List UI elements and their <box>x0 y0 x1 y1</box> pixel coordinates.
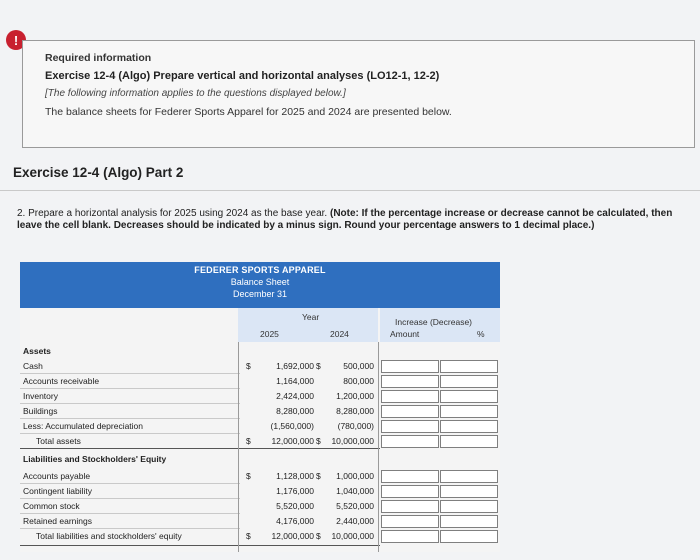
row-label: Cash <box>23 361 43 371</box>
row-divider <box>20 373 240 374</box>
row-divider <box>20 483 240 484</box>
liabilities-header: Liabilities and Stockholders' Equity <box>23 454 167 464</box>
row-label: Buildings <box>23 406 58 416</box>
value-2025: 2,424,000 <box>276 391 314 401</box>
value-2024: 10,000,000 <box>331 531 374 541</box>
col-2024-header: 2024 <box>330 329 349 339</box>
value-2025: 4,176,000 <box>276 516 314 526</box>
value-2025: 1,128,000 <box>276 471 314 481</box>
required-information-panel <box>22 40 695 148</box>
exercise-title: Exercise 12-4 (Algo) Prepare vertical and horizontal analyses (LO12-1, 12-2) <box>45 70 440 82</box>
value-2025: 12,000,000 <box>271 436 314 446</box>
value-2024: 5,520,000 <box>336 501 374 511</box>
increase-decrease-header: Increase (Decrease) <box>395 317 473 327</box>
value-2024: 1,000,000 <box>336 471 374 481</box>
question-plain: 2. Prepare a horizontal analysis for 2025 using 2024 as the base year. <box>17 208 330 219</box>
row-label: Less: Accumulated depreciation <box>23 421 144 431</box>
balance-sheet-table <box>20 262 500 552</box>
total-underline <box>20 545 380 546</box>
row-label: Contingent liability <box>23 486 92 496</box>
question-note: (Note: If the percentage increase or decrease cannot be calculated, then leave the cell blank. Decreases should be indicated by a minus sign. Round your percentage answers to 1 decimal place.) <box>17 208 673 231</box>
alert-icon: ! <box>6 30 26 50</box>
table-title-block <box>160 264 360 310</box>
value-2024: (780,000) <box>337 421 374 431</box>
value-2025: (1,560,000) <box>270 421 314 431</box>
contingent-liability-amount-input[interactable] <box>381 485 439 498</box>
buildings-amount-input[interactable] <box>381 405 439 418</box>
value-2024: 8,280,000 <box>336 406 374 416</box>
row-divider <box>20 528 240 529</box>
common-stock-percent-input[interactable] <box>440 500 498 513</box>
dollar-sign: $ <box>316 361 321 371</box>
row-divider <box>20 433 240 434</box>
dollar-sign: $ <box>316 471 321 481</box>
cash-amount-input[interactable] <box>381 360 439 373</box>
retained-earnings-amount-input[interactable] <box>381 515 439 528</box>
column-divider <box>378 342 379 552</box>
inventory-amount-input[interactable] <box>381 390 439 403</box>
row-label: Total liabilities and stockholders' equity <box>36 531 182 541</box>
row-label: Common stock <box>23 501 80 511</box>
value-2024: 1,040,000 <box>336 486 374 496</box>
retained-earnings-percent-input[interactable] <box>440 515 498 528</box>
row-label: Total assets <box>36 436 81 446</box>
dollar-sign: $ <box>246 471 251 481</box>
divider <box>0 190 700 191</box>
accumulated-depreciation-amount-input[interactable] <box>381 420 439 433</box>
accounts-payable-percent-input[interactable] <box>440 470 498 483</box>
value-2025: 8,280,000 <box>276 406 314 416</box>
question-text <box>17 208 687 232</box>
dollar-sign: $ <box>246 361 251 371</box>
dollar-sign: $ <box>246 531 251 541</box>
row-divider <box>20 418 240 419</box>
value-2024: 10,000,000 <box>331 436 374 446</box>
row-divider <box>20 403 240 404</box>
total-liabilities-equity-percent-input[interactable] <box>440 530 498 543</box>
accounts-receivable-amount-input[interactable] <box>381 375 439 388</box>
row-label: Inventory <box>23 391 58 401</box>
dollar-sign: $ <box>316 436 321 446</box>
amount-header: Amount <box>390 329 420 339</box>
required-info-title: Required information <box>45 52 152 64</box>
accounts-payable-amount-input[interactable] <box>381 470 439 483</box>
value-2025: 1,176,000 <box>276 486 314 496</box>
exercise-description: The balance sheets for Federer Sports Apparel for 2025 and 2024 are presented below. <box>45 106 452 118</box>
value-2025: 1,164,000 <box>276 376 314 386</box>
row-divider <box>20 388 240 389</box>
percent-header: % <box>477 329 485 339</box>
row-label: Accounts receivable <box>23 376 100 386</box>
value-2024: 500,000 <box>343 361 374 371</box>
year-header: Year <box>302 312 320 322</box>
dollar-sign: $ <box>246 436 251 446</box>
total-liabilities-equity-amount-input[interactable] <box>381 530 439 543</box>
liabilities-header-row <box>20 452 500 467</box>
company-name: FEDERER SPORTS APPAREL <box>194 265 326 275</box>
value-2025: 5,520,000 <box>276 501 314 511</box>
row-divider <box>20 513 240 514</box>
part-title: Exercise 12-4 (Algo) Part 2 <box>13 165 184 180</box>
col-2025-header: 2025 <box>260 329 279 339</box>
row-divider <box>20 498 240 499</box>
assets-header: Assets <box>23 346 51 356</box>
total-underline <box>20 448 380 449</box>
value-2024: 1,200,000 <box>336 391 374 401</box>
column-divider <box>238 342 239 552</box>
dollar-sign: $ <box>316 531 321 541</box>
assets-header-row <box>20 344 500 359</box>
total-assets-percent-input[interactable] <box>440 435 498 448</box>
accumulated-depreciation-percent-input[interactable] <box>440 420 498 433</box>
buildings-percent-input[interactable] <box>440 405 498 418</box>
common-stock-amount-input[interactable] <box>381 500 439 513</box>
value-2024: 2,440,000 <box>336 516 374 526</box>
row-label: Retained earnings <box>23 516 92 526</box>
value-2025: 1,692,000 <box>276 361 314 371</box>
statement-date: December 31 <box>232 289 288 299</box>
value-2025: 12,000,000 <box>271 531 314 541</box>
applies-note: [The following information applies to the questions displayed below.] <box>45 88 346 99</box>
row-label: Accounts payable <box>23 471 91 481</box>
accounts-receivable-percent-input[interactable] <box>440 375 498 388</box>
inventory-percent-input[interactable] <box>440 390 498 403</box>
statement-name: Balance Sheet <box>230 277 290 287</box>
value-2024: 800,000 <box>343 376 374 386</box>
total-assets-amount-input[interactable] <box>381 435 439 448</box>
cash-percent-input[interactable] <box>440 360 498 373</box>
contingent-liability-percent-input[interactable] <box>440 485 498 498</box>
